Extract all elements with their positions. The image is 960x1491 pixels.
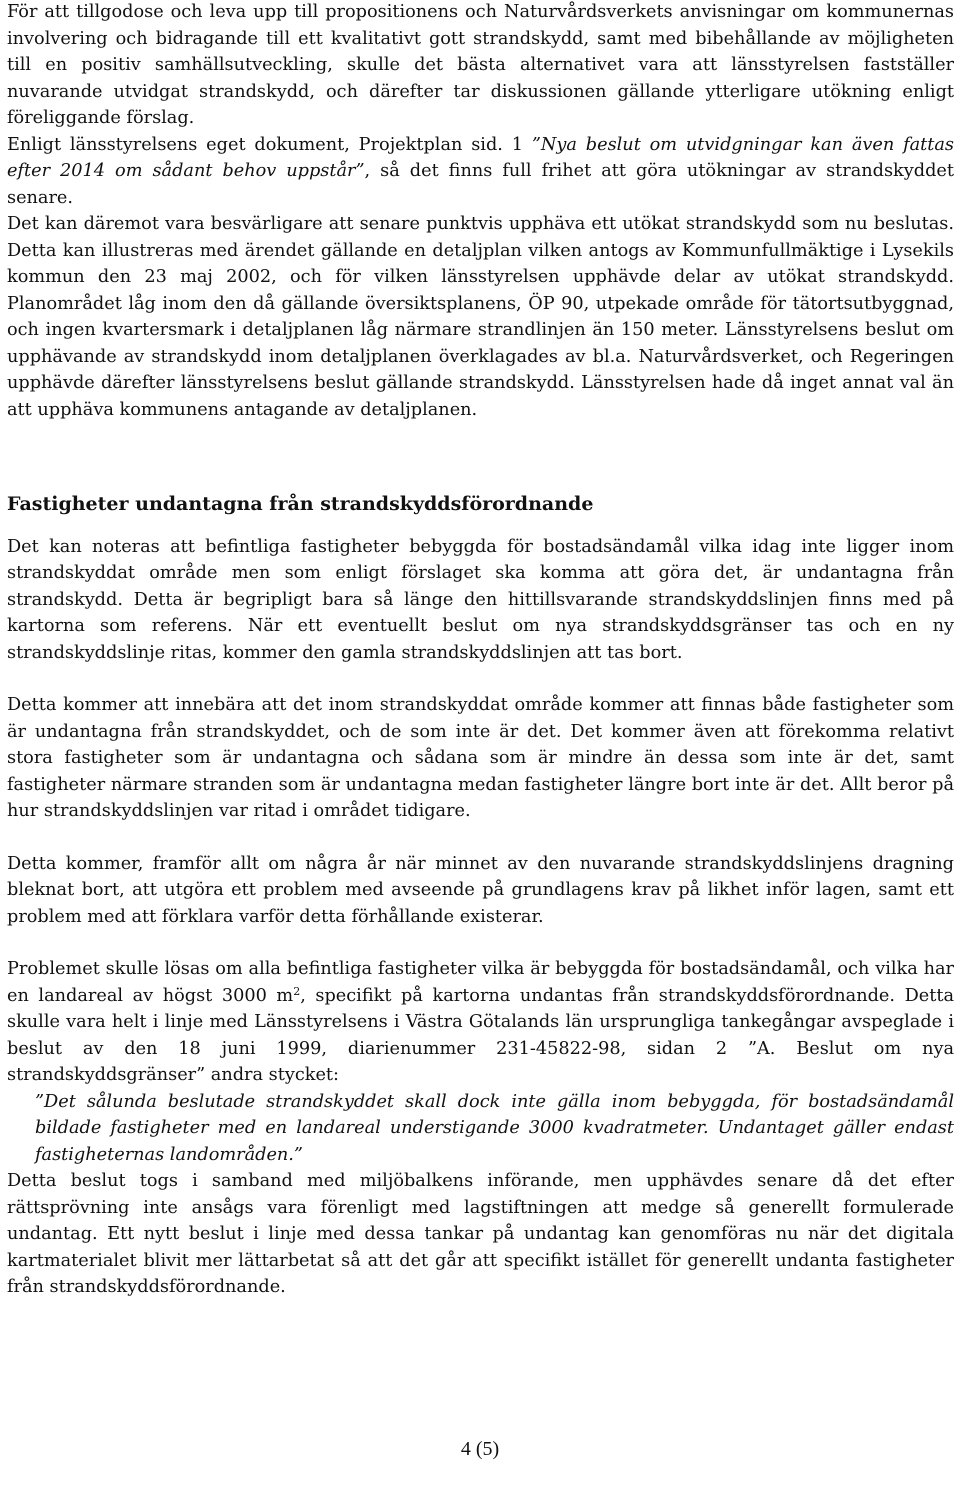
reference-tail: , så det finns full frihet att göra utökningar av strandskyddet senare. — [7, 161, 954, 208]
paragraph-4-lead: Problemet skulle lösas om alla befintliga fastigheter vilka är bebyggda för bostadsändamål, och vilka har en landareal av högst 3000 m — [7, 959, 954, 1006]
intro-paragraph: För att tillgodose och leva upp till propositionens och Naturvårdsverkets anvisningar om kommunernas involvering och bidragande till ett kvalitativt gott strandskydd, samt med bibehållande av möjligheten till en positiv samhällsutveckling, skulle det bästa alternativet vara att länsstyrelsen fastställer nuvarande utvidgat strandskydd, och därefter tar diskussionen gällande ytterligare utökning enligt föreliggande förslag. — [7, 2, 954, 128]
paragraph-4-tail: , specifikt på kartorna undantas från strandskyddsförordnande. Detta skulle vara helt i linje med Länsstyrelsens i Västra Götalands län ursprungliga tankegångar avspeglade i beslut av den 18 juni 1999, diarienummer 231-45822-98, sidan 2 ”A. Beslut om nya strandskyddsgränser” andra stycket: — [7, 985, 954, 1085]
section-paragraph-3: Detta kommer, framför allt om några år när minnet av den nuvarande strandskyddslinjens dragning bleknat bort, att utgöra ett problem med avseende på grundlagens krav på likhet inför lagen, samt ett problem med att förklara varför detta förhållande existerar. — [7, 853, 954, 927]
decision-quote: ”Det sålunda beslutade strandskyddet skall dock inte gälla inom bebyggda, för bostadsändamål bildade fastigheter med en landareal understigande 3000 kvadratmeter. Undantaget gäller endast fastigheternas landområden.” — [35, 1091, 954, 1165]
section-paragraph-5: Detta beslut togs i samband med miljöbalkens införande, men upphävdes senare då det efter rättsprövning inte ansågs vara förenligt med lagstiftningen att medge så generellt formulerade undantag. Ett nytt beslut i linje med dessa tankar på undantag kan genomföras nu när det digitala kartmaterialet blivit mer lättarbetat så att det går att specifikt istället för generellt undanta fastigheter från strandskyddsförordnande. — [7, 1171, 954, 1297]
reference-paragraph — [7, 132, 954, 212]
page-number: 4 (5) — [460, 1438, 500, 1460]
square-superscript: 2 — [293, 984, 301, 998]
section-paragraph-2: Detta kommer att innebära att det inom strandskyddat område kommer att finnas både fastigheter som är undantagna från strandskyddet, och de som inte är det. Det kommer även att förekomma relativt stora fastigheter som är undantagna och sådana som är mindre än dessa som inte är det, samt fastigheter närmare stranden som är undantagna medan fastigheter längre bort inte är det. Allt beror på hur strandskyddslinjen var ritad i området tidigare. — [7, 695, 954, 821]
section-paragraph-1: Det kan noteras att befintliga fastigheter bebyggda för bostadsändamål vilka idag inte ligger inom strandskyddat område men som enligt förslaget ska komma att göra det, är undantagna från strandskydd. Detta är begripligt bara så länge den hittillsvarande strandskyddslinjen finns med på kartorna som referens. När ett eventuellt beslut om nya strandskyddsgränser tas och en ny strandskyddslinje ritas, kommer den gamla strandskyddslinjen att tas bort. — [7, 536, 954, 663]
section-paragraph-4 — [7, 956, 954, 1089]
case-paragraph: Det kan däremot vara besvärligare att senare punktvis upphäva ett utökat strandskydd som nu beslutas. Detta kan illustreras med ärendet gällande en detaljplan vilken antogs av Kommunfullmäktige i Lysekils kommun den 23 maj 2002, och för vilken länsstyrelsen upphävde delar av utökat strandskydd. Planområdet låg inom den då gällande översiktsplanens, ÖP 90, utpekade område för tätortsutbyggnad, och ingen kvartersmark i detaljplanen låg närmare strandlinjen än 150 meter. Länsstyrelsens beslut om upphävande av strandskydd inom detaljplanen överklagades av bl.a. Naturvårdsverket, och Regeringen upphävde därefter länsstyrelsens beslut gällande strandskydd. Länsstyrelsen hade då inget annat val än att upphäva kommunens antagande av detaljplanen. — [7, 214, 954, 420]
reference-quote: ”Nya beslut om utvidgningar kan även fattas efter 2014 om sådant behov uppstår” — [7, 134, 955, 181]
reference-text: Enligt länsstyrelsens eget dokument, Projektplan sid. 1 — [7, 134, 532, 155]
section-heading: Fastigheter undantagna från strandskyddsförordnande — [7, 493, 594, 515]
